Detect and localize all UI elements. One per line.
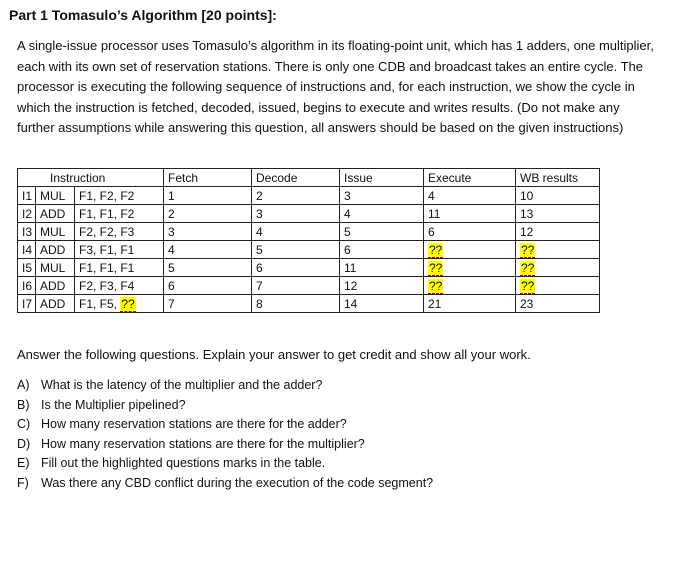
question-list [17,376,433,493]
decode-cell [252,259,340,277]
instruction-id-cell [18,205,36,223]
question-text: How many reservation stations are there for the adder? [41,417,347,431]
instruction-id-cell [18,277,36,295]
wb-cell-text: 23 [520,296,534,311]
decode-cell-text: 4 [256,224,263,239]
table-row [18,277,600,295]
fetch-cell [164,205,252,223]
issue-cell-text: 4 [344,206,351,221]
operands-cell-text: F1, F1, F2 [79,206,135,221]
instruction-table [17,168,600,313]
instruction-id-cell-text: I3 [22,224,33,239]
instruction-id-cell [18,223,36,241]
opcode-cell-text: ADD [40,296,66,311]
table-row [18,259,600,277]
fetch-cell-text: 3 [168,224,175,239]
decode-cell [252,223,340,241]
opcode-cell [36,241,75,259]
question-item [17,454,433,474]
wb-cell [516,259,600,277]
operands-cell-text: F3, F1, F1 [79,242,135,257]
decode-cell [252,277,340,295]
issue-cell-text: 11 [344,260,357,275]
unknown-highlight: ?? [521,260,535,275]
unknown-highlight: ?? [429,278,443,293]
execute-cell [424,259,516,277]
table-row [18,295,600,313]
operands-cell [75,277,164,295]
question-item [17,415,433,435]
fetch-cell-text: 5 [168,260,175,275]
wb-cell [516,277,600,295]
question-label: B) [17,397,30,412]
wb-cell-text: 10 [520,188,534,203]
header-execute: Execute [424,169,516,187]
question-item [17,376,433,396]
answer-instructions: Answer the following questions. Explain your answer to get credit and show all your work. [17,347,531,362]
decode-cell-text: 3 [256,206,263,221]
decode-cell [252,187,340,205]
instruction-id-cell-text: I6 [22,278,33,293]
header-instruction: Instruction [18,169,164,187]
execute-cell-text: 4 [428,188,435,203]
decode-cell-text: 6 [256,260,263,275]
wb-cell-text: 12 [520,224,534,239]
header-issue: Issue [340,169,424,187]
execute-cell [424,295,516,313]
question-text: Was there any CBD conflict during the execution of the code segment? [41,475,434,490]
wb-cell [516,241,600,259]
opcode-cell [36,259,75,277]
unknown-highlight: ?? [521,278,535,293]
decode-cell-text: 8 [256,296,263,311]
issue-cell [340,241,424,259]
instruction-id-cell-text: I1 [22,188,33,203]
question-label: C) [17,417,31,431]
fetch-cell-text: 6 [168,278,175,293]
unknown-highlight: ?? [429,242,443,257]
instruction-id-cell [18,241,36,259]
issue-cell-text: 14 [344,296,358,311]
instruction-id-cell-text: I4 [22,242,33,257]
issue-cell-text: 3 [344,188,351,203]
issue-cell [340,277,424,295]
decode-cell [252,241,340,259]
opcode-cell-text: MUL [40,188,66,203]
operands-cell [75,205,164,223]
instruction-id-cell-text: I7 [22,296,33,311]
issue-cell [340,259,424,277]
issue-cell-text: 5 [344,224,351,239]
issue-cell [340,223,424,241]
wb-cell [516,223,600,241]
opcode-cell-text: ADD [40,278,66,293]
unknown-highlight: ?? [121,296,135,311]
operands-cell-text: F2, F3, F4 [79,278,135,293]
question-text: Fill out the highlighted questions marks in the table. [41,456,326,470]
table-header-row [18,169,600,187]
operands-cell-text: F2, F2, F3 [79,224,135,239]
decode-cell [252,205,340,223]
fetch-cell [164,295,252,313]
operands-cell-text: F1, F5, [79,296,121,311]
wb-cell [516,187,600,205]
fetch-cell-text: 4 [168,242,175,257]
execute-cell [424,205,516,223]
issue-cell-text: 6 [344,242,351,257]
opcode-cell [36,295,75,313]
wb-cell-text: 13 [520,206,534,221]
issue-cell [340,187,424,205]
instruction-id-cell-text: I2 [22,206,33,221]
opcode-cell-text: ADD [40,242,66,257]
fetch-cell [164,187,252,205]
operands-cell [75,223,164,241]
decode-cell-text: 7 [256,278,263,293]
execute-cell-text: 6 [428,224,435,239]
fetch-cell [164,223,252,241]
question-label: D) [17,436,31,451]
operands-cell-text: F1, F1, F1 [79,260,135,275]
instruction-id-cell-text: I5 [22,260,33,275]
execute-cell [424,223,516,241]
fetch-cell-text: 7 [168,296,175,311]
wb-cell [516,295,600,313]
instruction-id-cell [18,187,36,205]
execute-cell [424,277,516,295]
fetch-cell-text: 2 [168,206,175,221]
fetch-cell-text: 1 [168,188,175,203]
header-wb: WB results [516,169,600,187]
issue-cell [340,205,424,223]
operands-cell [75,295,164,313]
question-text: What is the latency of the multiplier and the adder? [41,378,323,392]
table-row [18,223,600,241]
decode-cell [252,295,340,313]
table-row [18,205,600,223]
intro-paragraph: A single-issue processor uses Tomasulo’s algorithm in its floating-point unit, which has 1 adders, one multiplier, each with its own set of reservation stations. There is only one CDB and broadcast takes an entire cycle. The processor is executing the following sequence of instructions and, for each instruction, we show the cycle in which the instruction is fetched, decoded, issued, begins to execute and writes results. (Do not make any further assumptions while answering this question, all answers should be based on the given instructions) [17,38,654,135]
unknown-highlight: ?? [521,242,535,257]
execute-cell-text: 21 [428,296,442,311]
opcode-cell-text: MUL [40,224,66,239]
opcode-cell [36,223,75,241]
execute-cell [424,187,516,205]
execute-cell [424,241,516,259]
question-item [17,474,433,494]
issue-cell [340,295,424,313]
decode-cell-text: 5 [256,242,263,257]
table-row [18,241,600,259]
decode-cell-text: 2 [256,188,263,203]
header-decode: Decode [252,169,340,187]
question-text: Is the Multiplier pipelined? [41,397,186,412]
instruction-id-cell [18,259,36,277]
operands-cell [75,187,164,205]
header-fetch: Fetch [164,169,252,187]
fetch-cell [164,241,252,259]
fetch-cell [164,259,252,277]
question-label: A) [17,378,30,392]
question-label: F) [17,475,29,490]
operands-cell [75,241,164,259]
instruction-id-cell [18,295,36,313]
opcode-cell-text: MUL [40,260,66,275]
opcode-cell-text: ADD [40,206,66,221]
execute-cell-text: 11 [428,206,441,221]
fetch-cell [164,277,252,295]
issue-cell-text: 12 [344,278,358,293]
opcode-cell [36,277,75,295]
wb-cell [516,205,600,223]
operands-cell [75,259,164,277]
section-title: Part 1 Tomasulo’s Algorithm [20 points]: [9,7,277,23]
table-row [18,187,600,205]
operands-cell-text: F1, F2, F2 [79,188,135,203]
question-text: How many reservation stations are there for the multiplier? [41,436,365,451]
question-item [17,435,433,455]
opcode-cell [36,205,75,223]
question-label: E) [17,456,30,470]
unknown-highlight: ?? [429,260,443,275]
opcode-cell [36,187,75,205]
question-item [17,396,433,416]
